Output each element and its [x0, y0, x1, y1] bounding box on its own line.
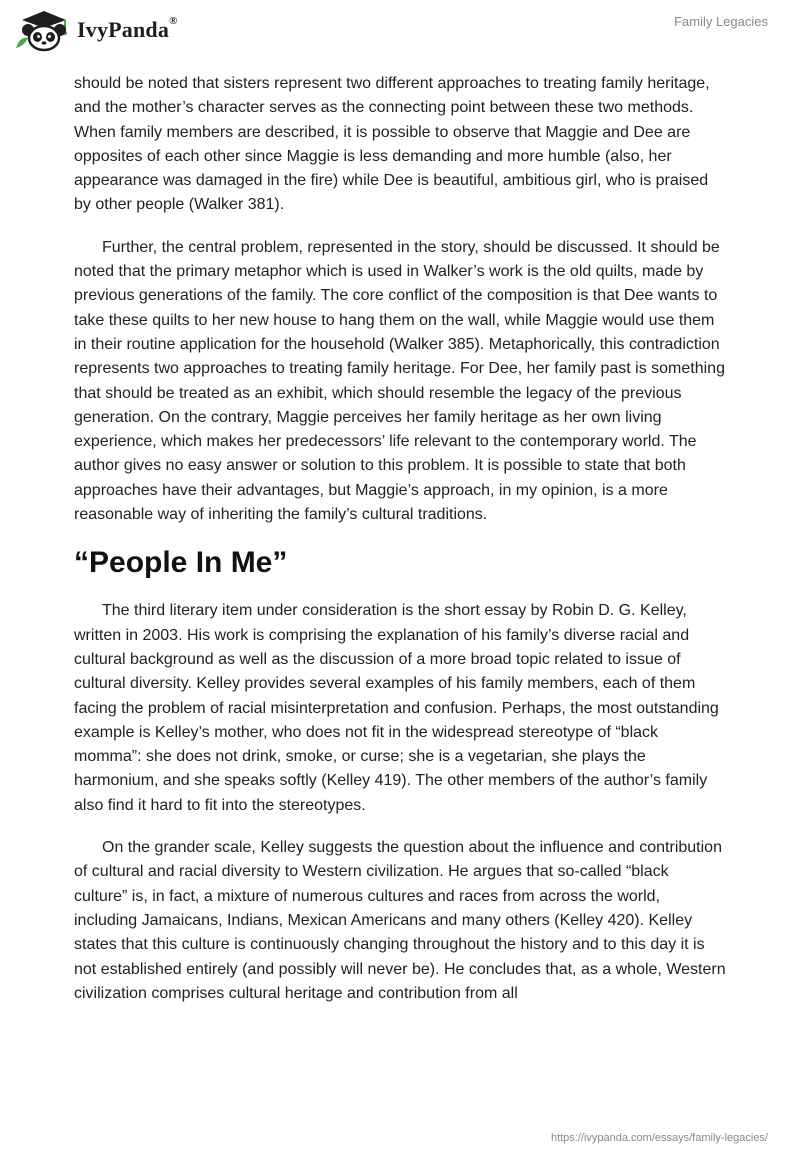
document-title: Family Legacies — [674, 14, 768, 29]
panda-graduate-icon — [14, 8, 72, 52]
paragraph: should be noted that sisters represent two different approaches to treating family heritage, and the mother’s character serves as the connecting point between these two methods. When family members are described, it is possible to observe that Maggie and Dee are opposites of each other since Maggie is less demanding and more humble (also, her appearance was damaged in the fire) while Dee is beautiful, ambitious girl, who is praised by other people (Walker 381). — [74, 75, 710, 214]
paragraph: The third literary item under consideration is the short essay by Robin D. G. Kelley, written in 2003. His work is comprising the explanation of his family’s diverse racial and cultural background as well as the discussion of a more broad topic related to issue of cultural diversity. Kelley provides several examples of his family members, each of them facing the problem of racial misinterpretation and confusion. Perhaps, the most outstanding example is Kelley’s mother, who does not fit in the widespread stereotype of “black momma”: she does not drink, smoke, or curse; she is a vegetarian, she plays the harmonium, and she speaks softly (Kelley 419). The other members of the author’s family also find it hard to fit into the stereotypes. — [74, 602, 719, 814]
page-header — [0, 0, 800, 60]
brand-logo[interactable] — [14, 8, 178, 52]
essay-content — [74, 72, 726, 1024]
section-heading: “People In Me” — [74, 546, 288, 580]
paragraph: Further, the central problem, represented in the story, should be discussed. It should be noted that the primary metaphor which is used in Walker’s work is the old quilts, made by previous generations of the family. The core conflict of the composition is that Dee wants to take these quilts to her new house to hang them on the wall, while Maggie would use them in their routine application for the household (Walker 385). Metaphorically, this contradiction represents two approaches to treating family heritage. For Dee, her family past is something that should be treated as an exhibit, which should resemble the legacy of the previous generation. On the contrary, Maggie perceives her family heritage as her own living experience, which makes her predecessors’ life relevant to the contemporary world. The author gives no easy answer or solution to this problem. It is possible to state that both approaches have their advantages, but Maggie’s approach, in my opinion, is a more reasonable way of inheriting the family’s cultural traditions. — [74, 238, 725, 524]
brand-name: IvyPanda® — [77, 15, 178, 42]
paragraph: On the grander scale, Kelley suggests the question about the influence and contribution of cultural and racial diversity to Western civilization. He argues that so-called “black culture” is, in fact, a mixture of numerous cultures and races from across the world, including Jamaicans, Indians, Mexican Americans and many others (Kelley 420). Kelley states that this culture is continuously changing throughout the history and to this day it is not established entirely (and possibly will never be). He concludes that, as a whole, Western civilization comprises cultural heritage and contribution from all — [74, 839, 726, 1002]
source-url[interactable]: https://ivypanda.com/essays/family-legacies/ — [550, 1132, 768, 1144]
